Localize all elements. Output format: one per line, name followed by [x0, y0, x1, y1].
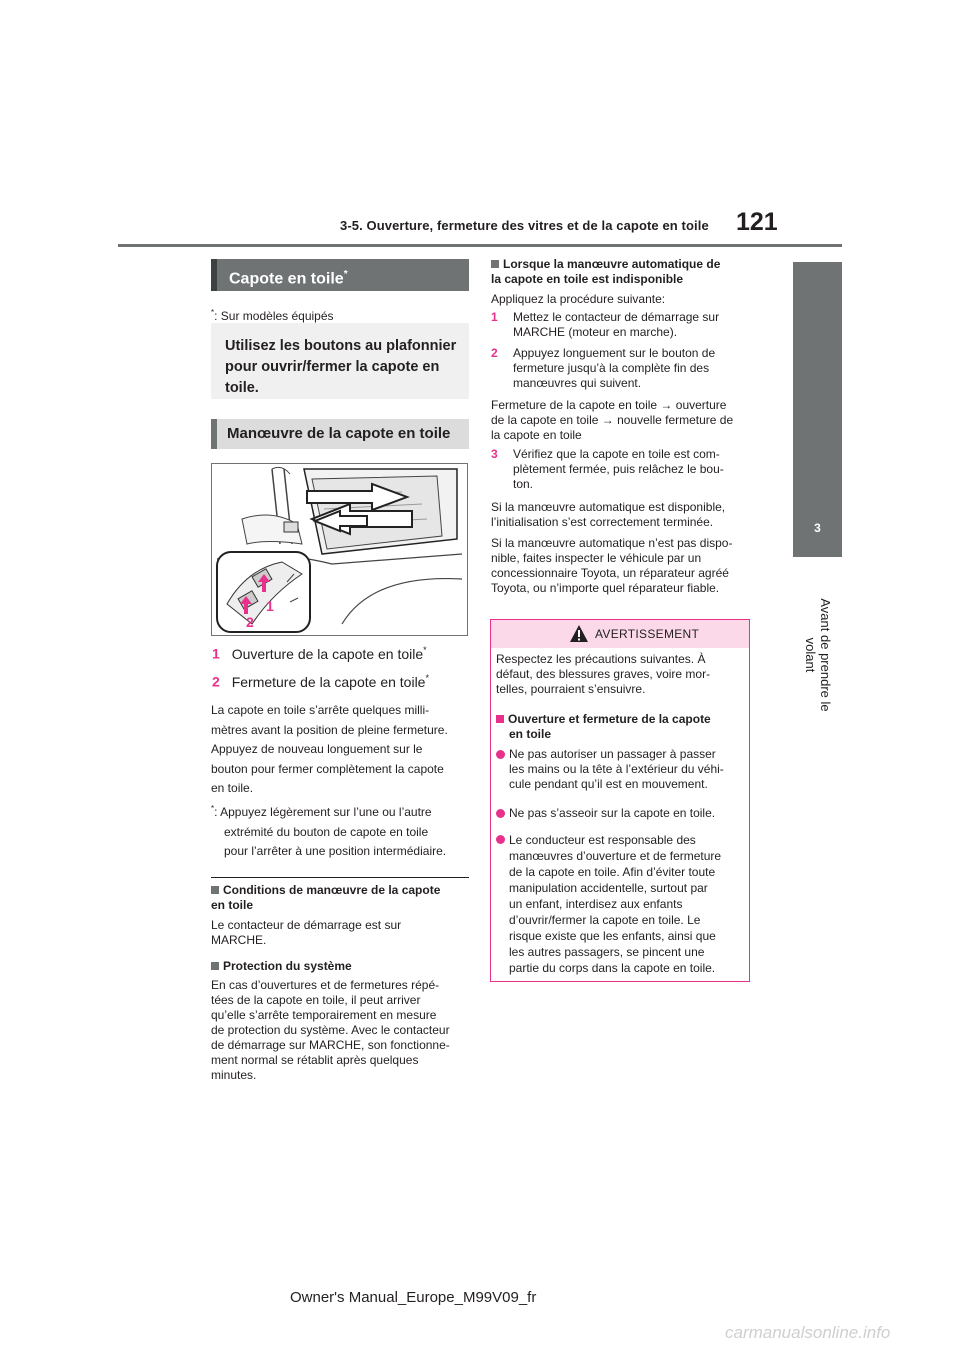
chapter-tab: 3: [793, 499, 842, 557]
step-number: 1: [491, 310, 498, 324]
text-line: Protection du système: [223, 959, 352, 973]
header-rule: [118, 244, 842, 247]
footnote-mark: *: [425, 673, 429, 683]
text-line: Le contacteur de démarrage est sur: [211, 918, 402, 932]
text-line: mètres avant la position de pleine fermeture.: [211, 722, 448, 737]
diagram-label-1: 1: [266, 598, 274, 614]
text-line: Le conducteur est responsable des: [509, 833, 696, 847]
watermark: carmanualsonline.info: [725, 1323, 891, 1342]
text-line: Lorsque la manœuvre automatique de: [503, 257, 721, 271]
square-bullet-icon: [211, 886, 219, 894]
text-line: Si la manœuvre automatique est disponible,: [491, 500, 726, 514]
warning-title: AVERTISSEMENT: [595, 627, 700, 641]
list-item: [212, 673, 429, 690]
intro-line: Utilisez les boutons au plafonnier: [225, 338, 457, 354]
text-line: concessionnaire Toyota, un réparateur agréé: [491, 566, 729, 580]
chapter-tab-bar: [793, 262, 842, 499]
paragraph: [491, 398, 753, 443]
text-line: manœuvres d’ouverture et de fermeture: [509, 849, 722, 863]
text-line: bouton pour fermer complètement la capote: [211, 761, 444, 776]
text-line: de protection du système. Avec le contacteur: [211, 1023, 450, 1037]
text-line: les mains ou la tête à l’extérieur du véhi-: [509, 762, 724, 776]
item-number: 1: [212, 645, 220, 662]
subhead: [491, 257, 751, 287]
text-line: fermeture jusqu’à la complète fin des: [513, 361, 710, 375]
text-line: Appuyez de nouveau longuement sur le: [211, 742, 423, 756]
text-line: défaut, des blessures graves, voire mor-: [496, 667, 711, 681]
text-line: en toile: [211, 898, 254, 912]
text-line: Mettez le contacteur de démarrage sur: [513, 310, 720, 324]
divider: [211, 877, 469, 878]
intro-box: [211, 323, 469, 399]
paragraph: Appliquez la procédure suivante:: [491, 292, 666, 306]
text-line: plètement fermée, puis relâchez le bou-: [513, 462, 724, 476]
text-line: Conditions de manœuvre de la capote: [223, 883, 441, 897]
text-line: risque existe que les enfants, ainsi que: [509, 929, 716, 943]
text-line: tées de la capote en toile, il peut arriver: [211, 993, 421, 1007]
footnote-mark: *: [423, 645, 427, 655]
section-title: 3-5. Ouverture, fermeture des vitres et de la capote en toile: [340, 218, 709, 233]
text-line: MARCHE.: [211, 933, 267, 947]
step: [491, 447, 751, 492]
round-bullet-icon: [496, 809, 505, 818]
subhead: [211, 959, 473, 974]
round-bullet-icon: [496, 835, 505, 844]
step-number: 3: [491, 447, 498, 461]
text-line: les autres passagers, se pincent une: [509, 945, 705, 959]
text-line: un enfant, interdisez aux enfants: [509, 897, 683, 911]
text-line: nible, faites inspecter le véhicule par un: [491, 551, 702, 565]
text-line: ton.: [513, 477, 534, 491]
text-line: pour l’arrêter à une position intermédiaire.: [224, 844, 447, 858]
footer-text: Owner's Manual_Europe_M99V09_fr: [290, 1289, 537, 1306]
text-line: partie du corps dans la capote en toile.: [509, 961, 716, 975]
text-line: Ne pas autoriser un passager à passer: [509, 747, 716, 761]
text-line: Vérifiez que la capote en toile est com-: [513, 447, 720, 461]
step: [491, 346, 751, 391]
step-number: 2: [491, 346, 498, 360]
diagram-label-2: 2: [246, 614, 254, 630]
item-text: Fermeture de la capote en toile: [231, 673, 426, 690]
page-number: 121: [736, 208, 778, 236]
paragraph: [211, 918, 473, 948]
text-line: manœuvres qui suivent.: [513, 376, 642, 390]
section-heading: [211, 259, 469, 291]
text-line: Ouverture et fermeture de la capote: [508, 712, 711, 726]
text-line: cule pendant qu’il est en mouvement.: [509, 777, 708, 791]
text-line: Si la manœuvre automatique n’est pas dispo-: [491, 536, 733, 550]
text-line: Ne pas s’asseoir sur la capote en toile.: [509, 806, 716, 820]
warning-bullet: [496, 747, 748, 792]
text-line: de démarrage sur MARCHE, son fonctionne-: [211, 1038, 450, 1052]
paragraph: [491, 500, 753, 530]
text-line: la capote en toile: [491, 428, 582, 442]
subsection-heading: Manœuvre de la capote en toile: [211, 419, 469, 449]
footnote-mark: *: [211, 804, 215, 813]
footnote-mark: *: [211, 308, 215, 317]
footnote: [211, 305, 334, 324]
text-line: telles, pourraient s’ensuivre.: [496, 682, 646, 696]
roof-illustration: [212, 464, 467, 635]
paragraph: [211, 701, 471, 799]
text-line: l’initialisation s’est correctement terminée.: [491, 515, 714, 529]
square-bullet-icon: [491, 260, 499, 268]
paragraph: [211, 978, 473, 1083]
warning-bullet: [496, 832, 748, 976]
warning-triangle-icon: [569, 624, 589, 643]
footnote-text: : Sur modèles équipés: [214, 309, 334, 323]
round-bullet-icon: [496, 750, 505, 759]
warning-bullet: [496, 806, 748, 821]
item-text: Ouverture de la capote en toile: [231, 645, 424, 662]
list-item: [212, 645, 427, 662]
text-line: Respectez les précautions suivantes. À: [496, 652, 706, 666]
text-line: MARCHE (moteur en marche).: [513, 325, 678, 339]
text-line: de la capote en toile → nouvelle fermeture de: [491, 413, 734, 427]
text-line: : Appuyez légèrement sur l’une ou l’autre: [214, 805, 432, 819]
text-line: de la capote en toile. Afin d’éviter toute: [509, 865, 716, 879]
text-line: qu’elle s’arrête temporairement en mesure: [211, 1008, 437, 1022]
text-line: en toile.: [211, 781, 254, 795]
item-number: 2: [212, 673, 220, 690]
text-line: manipulation accidentelle, surtout par: [509, 881, 708, 895]
text-line: d’ouvrir/fermer la capote en toile. Le: [509, 913, 701, 927]
square-bullet-icon: [211, 962, 219, 970]
text-line: Toyota, ou n’importe quel réparateur fiable.: [491, 581, 720, 595]
warning-subhead: [496, 712, 746, 742]
text-line: La capote en toile s’arrête quelques milli-: [211, 703, 430, 717]
intro-line: pour ouvrir/fermer la capote en: [225, 359, 440, 375]
section-heading-text: Capote en toile: [229, 270, 344, 288]
text-line: extrémité du bouton de capote en toile: [224, 824, 429, 839]
text-line: ment normal se rétablit après quelques: [211, 1053, 419, 1067]
subhead: [211, 883, 473, 913]
text-line: la capote en toile est indisponible: [491, 272, 684, 286]
intro-line: toile.: [225, 380, 259, 396]
step: [491, 310, 751, 340]
square-bullet-icon: [496, 715, 504, 723]
warning-intro: [496, 652, 746, 697]
text-line: en toile: [509, 727, 552, 741]
text-line: En cas d’ouvertures et de fermetures répé-: [211, 978, 440, 992]
text-line: Fermeture de la capote en toile → ouverture: [491, 398, 727, 412]
text-line: minutes.: [211, 1068, 257, 1082]
footnote-mark: *: [343, 269, 348, 280]
roof-diagram: [211, 463, 468, 636]
footnote-note: [211, 799, 471, 862]
paragraph: [491, 536, 753, 596]
warning-header: [491, 620, 749, 648]
chapter-label: Avant de prendre le volant: [803, 598, 833, 712]
text-line: Appuyez longuement sur le bouton de: [513, 346, 716, 360]
